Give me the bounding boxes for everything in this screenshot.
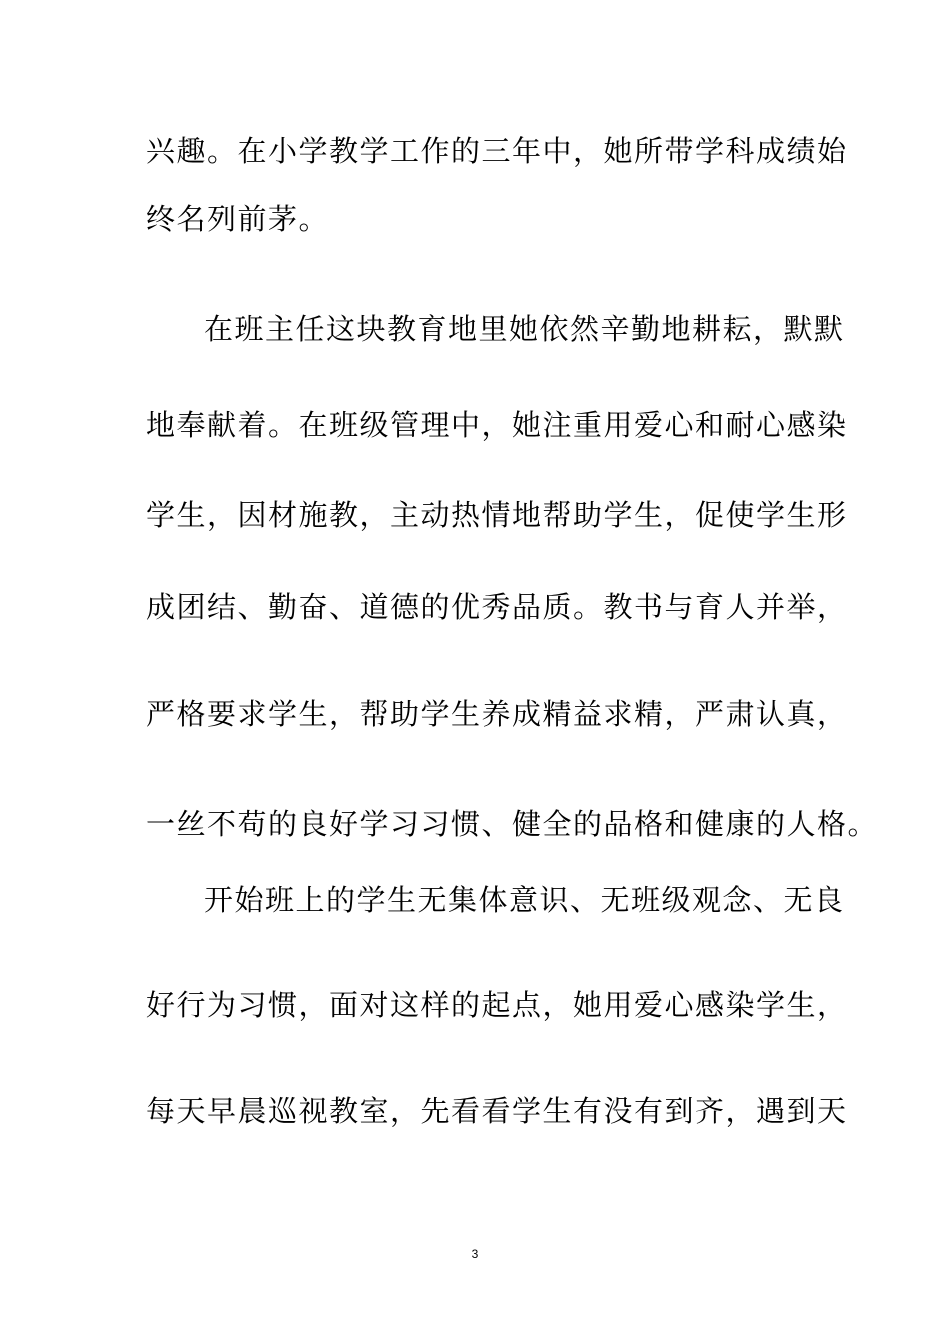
text-line: 终名列前茅。 (146, 202, 330, 236)
paragraph-first-line: 在班主任这块教育地里她依然辛勤地耕耘，默默 (204, 312, 845, 346)
text-line: 好行为习惯，面对这样的起点，她用爱心感染学生， (146, 988, 848, 1022)
text-line: 成团结、勤奋、道德的优秀品质。教书与育人并举， (146, 590, 848, 624)
text-line: 兴趣。在小学教学工作的三年中，她所带学科成绩始 (146, 134, 848, 168)
text-line: 地奉献着。在班级管理中，她注重用爱心和耐心感染 (146, 408, 848, 442)
text-line: 一丝不苟的良好学习习惯、健全的品格和健康的人格。 (146, 807, 879, 841)
page-number: 3 (471, 1247, 479, 1261)
text-line: 每天早晨巡视教室，先看看学生有没有到齐，遇到天 (146, 1094, 848, 1128)
text-line: 严格要求学生，帮助学生养成精益求精，严肃认真， (146, 697, 848, 731)
paragraph-first-line: 开始班上的学生无集体意识、无班级观念、无良 (204, 883, 845, 917)
text-line: 学生，因材施教，主动热情地帮助学生，促使学生形 (146, 498, 848, 532)
